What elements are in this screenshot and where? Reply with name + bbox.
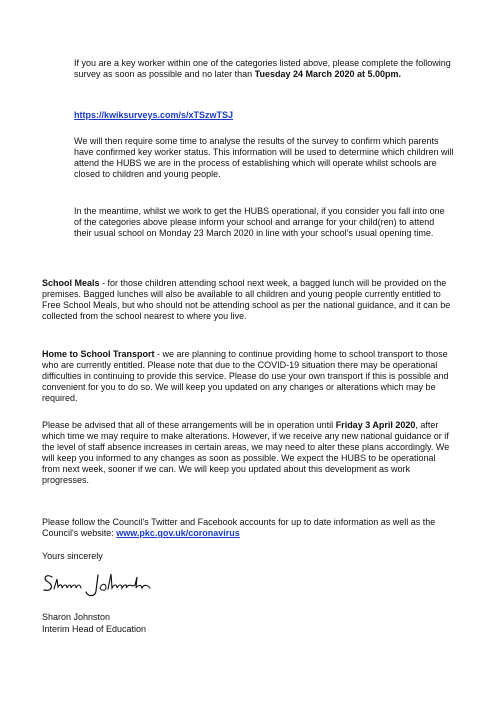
arrangements-text-cont: , after which time we may require to make alterations. However, if we receive any new national guidance or if the level of staff absence increases in certain areas, we may need to alter these plans accordingly. We will keep you informed to any changes as soon as possible. We expect the HUBS to be operational from next week, sooner if we can. We will keep you updated about this development as work progresses.: [42, 420, 450, 485]
signatory-name: Sharon Johnston: [42, 612, 111, 622]
survey-intro-end: .: [398, 69, 402, 79]
arrangements-date: Friday 3 April 2020: [335, 420, 416, 430]
analysis-paragraph: We will then require some time to analyse the results of the survey to confirm which parents have confirmed key worker status. This information will be used to determine which children will attend the HUBS we are in the process of establishing which will operate whilst schools are closed to children and young people.: [74, 136, 454, 179]
signatory-title: Interim Head of Education: [42, 624, 147, 634]
transport-paragraph: [42, 349, 456, 404]
survey-intro-paragraph: [74, 58, 454, 80]
council-website-link[interactable]: www.pkc.gov.uk/coronavirus: [116, 528, 240, 538]
transport-text: - we are planning to continue providing home to school transport to those who are currently entitled. Please note that due to the COVID-19 situation there may be operational difficulties in continuing to provide this service. Please do use your own transport if this is possible and convenient for you to do so. We will keep you updated on any changes or alterations which may be required.: [42, 349, 449, 403]
survey-link-paragraph: [74, 110, 454, 121]
arrangements-paragraph: [42, 420, 456, 486]
school-meals-heading: School Meals: [42, 278, 100, 288]
closing-salutation: Yours sincerely: [42, 551, 103, 561]
survey-link[interactable]: https://kwiksurveys.com/s/xTSzwTSJ: [74, 110, 234, 120]
follow-paragraph: [42, 517, 456, 539]
school-meals-text: - for those children attending school next week, a bagged lunch will be provided on the premises. Bagged lunches will also be available to all children and young people currently entitled to Free School Meals, but who should not be attending school as per the national guidance, and it can be collected from the school nearest to where you live.: [42, 278, 451, 321]
transport-heading: Home to School Transport: [42, 349, 155, 359]
arrangements-text: Please be advised that all of these arrangements will be in operation until: [42, 420, 336, 430]
meantime-paragraph: In the meantime, whilst we work to get the HUBS operational, if you consider you fall into one of the categories above please inform your school and arrange for your child(ren) to attend their usual school on Monday 23 March 2020 in line with your school's usual opening time.: [74, 206, 445, 238]
follow-text: Please follow the Council's Twitter and Facebook accounts for up to date information as well as the Council's website:: [42, 517, 436, 538]
handwritten-signature: [40, 567, 160, 603]
survey-intro-text: If you are a key worker within one of the categories listed above, please complete the following survey as soon as possible and no later than: [74, 58, 451, 79]
school-meals-paragraph: [42, 278, 456, 322]
survey-deadline: Tuesday 24 March 2020 at 5.00pm: [254, 69, 399, 79]
